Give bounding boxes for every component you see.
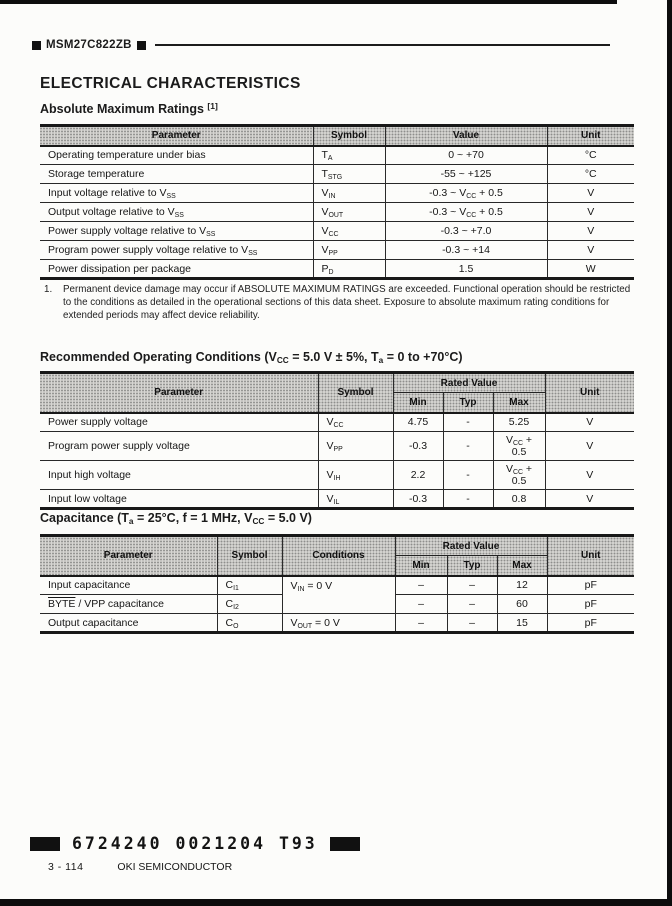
stamp-code: 6724240 0021204 T93	[72, 833, 318, 854]
table-cell: $T_A$	[313, 146, 385, 165]
table-cell: BYTE / VPP capacitance	[40, 595, 217, 614]
page-number: 3 - 114	[48, 861, 84, 873]
table-cell: -0.3 ~ $V_{CC} + 0.5$	[385, 203, 547, 222]
company-name: OKI SEMICONDUCTOR	[117, 861, 233, 873]
table-cell: -55 ~ +125	[385, 165, 547, 184]
table-cell: $V_{PP}$	[318, 432, 393, 461]
table-row	[40, 461, 634, 490]
table-cell: pF	[547, 595, 634, 614]
table-cell: Operating temperature under bias	[48, 149, 206, 162]
table-cell: V	[547, 184, 634, 203]
table-cell: V	[545, 413, 634, 432]
stamp-block-icon	[330, 837, 360, 851]
table-cell: V	[545, 432, 634, 461]
table-row	[40, 241, 634, 260]
table-row	[40, 576, 634, 595]
table-cell: 2.2	[393, 461, 443, 490]
table-cell: °C	[547, 146, 634, 165]
square-marker-icon	[137, 41, 146, 50]
table-cell: Output voltage relative to $V_{SS}$	[40, 203, 313, 222]
col-header-typ: Typ	[443, 393, 493, 413]
table-cell: –	[395, 614, 447, 633]
table-cell: Input high voltage	[40, 461, 318, 490]
print-stamp	[30, 834, 360, 853]
col-header-value: Value	[385, 126, 547, 146]
page-header	[32, 39, 610, 51]
table-row	[40, 146, 634, 165]
table-cell: -0.3 ~ $V_{CC} + 0.5$	[385, 184, 547, 203]
table-cell: –	[447, 595, 497, 614]
table-cell: -	[443, 461, 493, 490]
table-cell: -0.3 ~ +7.0	[385, 222, 547, 241]
table-cell: -	[443, 413, 493, 432]
table-cell: –	[447, 576, 497, 595]
recommended-operating-conditions-table	[40, 371, 634, 510]
table-cell: V	[547, 222, 634, 241]
table-cell: $C_{I1}$	[217, 576, 282, 595]
header-rule	[155, 44, 610, 46]
table-cell: 0.8	[493, 490, 545, 509]
table-cell: $V_{OUT} = 0$ V	[282, 614, 395, 633]
table-absolute-max-title: Absolute Maximum Ratings [1]	[40, 101, 218, 116]
col-header-parameter: Parameter	[40, 373, 318, 413]
table-cell: $V_{CC} + 0.5$	[493, 432, 545, 461]
table-cell: Output capacitance	[40, 614, 217, 633]
table-cell: –	[447, 614, 497, 633]
table-cell: -0.3 ~ +14	[385, 241, 547, 260]
table-cell: Program power supply voltage	[40, 432, 318, 461]
table-cell: $V_{OUT}$	[313, 203, 385, 222]
stamp-block-icon	[30, 837, 60, 851]
col-header-unit: Unit	[547, 536, 634, 576]
table-cell: $V_{CC} + 0.5$	[493, 461, 545, 490]
table-row	[40, 260, 634, 279]
capacitance-table	[40, 534, 634, 634]
table-cell: $V_{IN} = 0$ V	[282, 576, 395, 614]
table-cell: $V_{CC}$	[313, 222, 385, 241]
table-cell: 15	[497, 614, 547, 633]
table-cell: °C	[547, 165, 634, 184]
col-header-conditions: Conditions	[282, 536, 395, 576]
table-cell: Input capacitance	[48, 579, 131, 592]
table-cell: Program power supply voltage relative to $V_{SS}$	[40, 241, 313, 260]
col-header-max: Max	[497, 556, 547, 576]
table-cell: –	[395, 576, 447, 595]
col-header-symbol: Symbol	[318, 373, 393, 413]
table-header-row	[40, 126, 634, 146]
col-header-parameter: Parameter	[40, 536, 217, 576]
part-number: MSM27C822ZB	[46, 39, 132, 51]
col-header-typ: Typ	[447, 556, 497, 576]
table-cell: Power dissipation per package	[40, 260, 313, 279]
table-cell: V	[545, 490, 634, 509]
table-cell: Power supply voltage	[48, 416, 148, 429]
table-row	[40, 432, 634, 461]
table-cell: 4.75	[393, 413, 443, 432]
table-cell: -	[443, 490, 493, 509]
table-row	[40, 184, 634, 203]
absolute-maximum-ratings-table	[40, 124, 634, 280]
page-footer	[48, 861, 232, 873]
table-cell: V	[547, 203, 634, 222]
square-marker-icon	[32, 41, 41, 50]
col-header-min: Min	[393, 393, 443, 413]
table-cell: $C_O$	[217, 614, 282, 633]
table-header-row	[40, 536, 634, 556]
table-cell: -0.3	[393, 432, 443, 461]
table-cell: $V_{IL}$	[318, 490, 393, 509]
col-header-unit: Unit	[545, 373, 634, 413]
table-capacitance-title: Capacitance ($T_a = 25^\circ C$, f = 1 MHz, $V_{CC} = 5.0$ V)	[40, 511, 312, 526]
scan-border-bottom	[0, 899, 672, 906]
table-cell: 12	[497, 576, 547, 595]
col-header-min: Min	[395, 556, 447, 576]
table-row	[40, 165, 634, 184]
table-row	[40, 413, 634, 432]
table-cell: $V_{IN}$	[313, 184, 385, 203]
table-row	[40, 203, 634, 222]
col-header-symbol: Symbol	[313, 126, 385, 146]
table-cell: 5.25	[493, 413, 545, 432]
table-row	[40, 490, 634, 509]
table-cell: $V_{CC}$	[318, 413, 393, 432]
table-cell: 60	[497, 595, 547, 614]
table-cell: Storage temperature	[40, 165, 313, 184]
table-cell: -	[443, 432, 493, 461]
scan-border-right	[667, 0, 672, 906]
col-header-rated-value: Rated Value	[395, 536, 547, 556]
footnote-text: Permanent device damage may occur if ABSOLUTE MAXIMUM RATINGS are exceeded. Functional operation should be restricted to the conditions as detailed in the operational sections of this data sheet. Exposure to absolute maximum rating conditions for extended periods may affect device reliability.	[63, 284, 631, 322]
table-cell: $T_{STG}$	[313, 165, 385, 184]
table-row	[40, 222, 634, 241]
table-cell: pF	[547, 614, 634, 633]
footnote	[44, 283, 632, 322]
table-operating-conditions-title: Recommended Operating Conditions ($V_{CC} = 5.0$ V ± 5%, $T_a = 0$ to +70°C)	[40, 350, 463, 365]
col-header-unit: Unit	[547, 126, 634, 146]
col-header-max: Max	[493, 393, 545, 413]
table-cell: Power supply voltage relative to $V_{SS}$	[40, 222, 313, 241]
table-cell: pF	[547, 576, 634, 595]
scan-border-top	[0, 0, 617, 4]
section-title: ELECTRICAL CHARACTERISTICS	[40, 75, 301, 92]
table-cell: 0 ~ +70	[385, 146, 547, 165]
table-header-row	[40, 373, 634, 393]
table-cell: Input voltage relative to $V_{SS}$	[40, 184, 313, 203]
table-cell: –	[395, 595, 447, 614]
table-row	[40, 614, 634, 633]
table-cell: $P_D$	[313, 260, 385, 279]
table-cell: V	[545, 461, 634, 490]
col-header-parameter: Parameter	[40, 126, 313, 146]
table-cell: W	[547, 260, 634, 279]
table-cell: V	[547, 241, 634, 260]
footnote-number: 1.	[44, 284, 53, 295]
table-cell: Input low voltage	[40, 490, 318, 509]
table-cell: $V_{IH}$	[318, 461, 393, 490]
table-cell: 1.5	[385, 260, 547, 279]
table-cell: $C_{I2}$	[217, 595, 282, 614]
col-header-symbol: Symbol	[217, 536, 282, 576]
table-cell: $V_{PP}$	[313, 241, 385, 260]
col-header-rated-value: Rated Value	[393, 373, 545, 393]
table-cell: -0.3	[393, 490, 443, 509]
